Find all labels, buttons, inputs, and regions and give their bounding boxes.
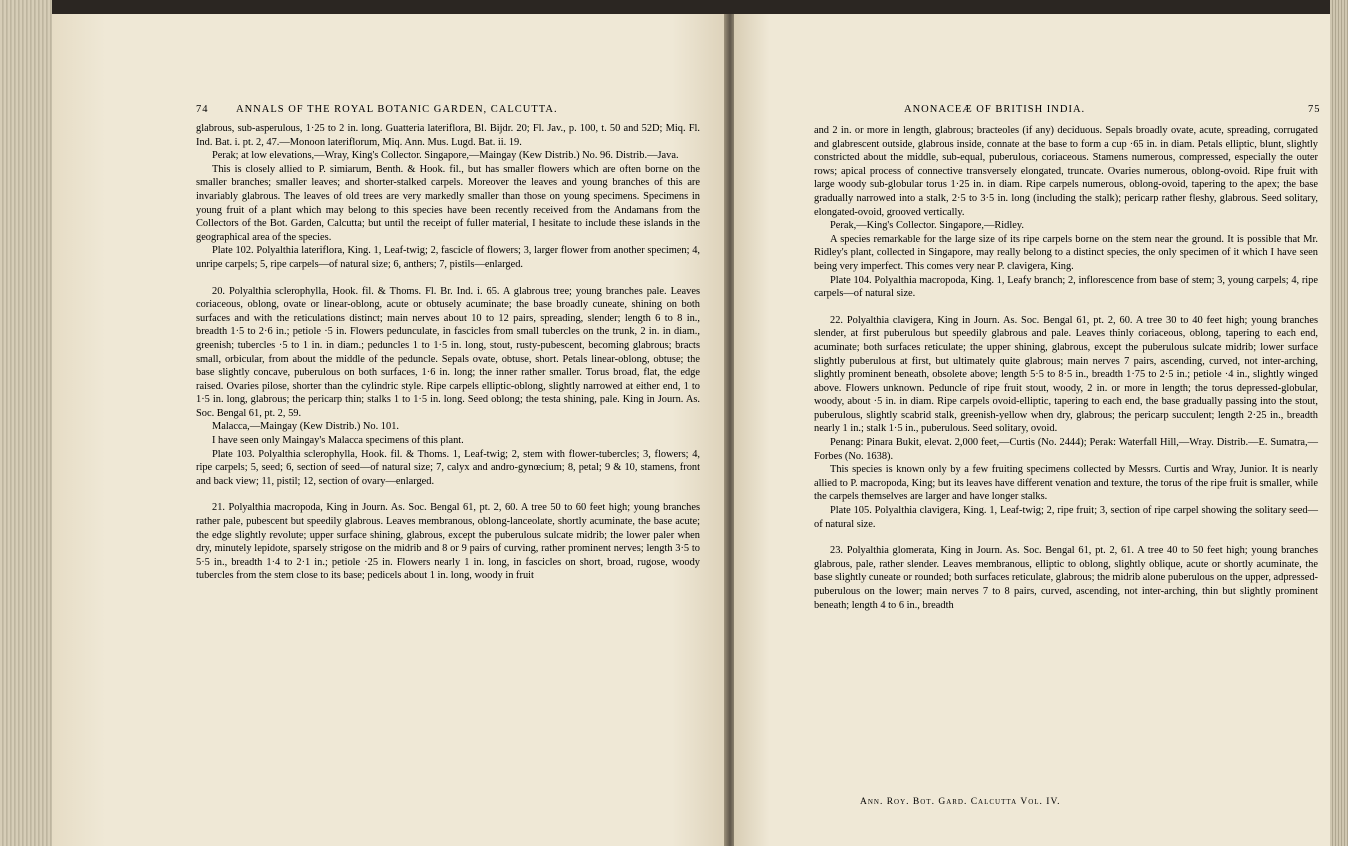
plate-caption: Plate 105. Polyalthia clavigera, King. 1, Leaf-twig; 2, ripe fruit; 3, section of ripe carpel showing the solitary seed—of natural size.: [814, 505, 1318, 530]
paragraph: A species remarkable for the large size of its ripe carpels borne on the stem near the ground. It is possible that Mr. Ridley's plant, collected in Singapore, may really belong to a distinct species, the only specimen of it which I have seen being very imperfect. This comes very near P. clavigera, King.: [814, 233, 1318, 272]
page-edges-right: [1330, 0, 1348, 846]
paragraph: This is closely allied to P. simiarum, Benth. & Hook. fil., but has smaller flowers which are often borne on the smaller branches; smaller leaves; and shorter-stalked carpels. Moreover the leaves and young branches of this are invariably glabrous. The leaves of old trees are very markedly smaller than those on young specimens. Specimens in young fruit of a plant which may belong to this species have been recently received from the Andamans from the Collectors of the Bot. Garden, Calcutta; but until the receipt of fuller material, I hesitate to include these islands in the geographical area of the species.: [196, 163, 700, 243]
paragraph: Penang: Pinara Bukit, elevat. 2,000 feet,—Curtis (No. 2444); Perak: Waterfall Hill,—Wray. Distrib.—E. Sumatra,—Forbes (No. 1638).: [814, 437, 1318, 462]
plate-caption: Plate 103. Polyalthia sclerophylla, Hook. fil. & Thoms. 1, Leaf-twig; 2, stem with flower-tubercles; 3, flowers; 4, ripe carpels; 5, seed; 6, section of seed—of natural size; 7, calyx and andro-gynœcium; 8, petal; 9 & 10, stamens, front and back view; 11, pistil; 12, section of ovary—enlarged.: [196, 448, 700, 487]
right-running-title: ANONACEÆ OF BRITISH INDIA.: [904, 104, 1086, 115]
species-entry: 21. Polyalthia macropoda, King in Journ. As. Soc. Bengal 61, pt. 2, 60. A tree 50 to 60 feet high; young branches rather pale, pubescent but speedily glabrous. Leaves membranous, oblong-lanceolate, shortly acuminate, the base acute; the edge slightly revolute; upper surface shining, glabrous, except the puberulous sulcate midrib; the lower paler when dry, minutely lepidote, sparsely strigose on the midrib and 8 or 9 pairs of curving, rather prominent nerves; length 3·5 to 5·5 in., breadth 1·4 to 2·1 in.; petiole ·25 in. Flowers nearly 1 in. long, in fascicles on short, broad, rugose, woody tubercles from the stem close to its base; pedicels about 1 in. long, woody in fruit: [196, 502, 700, 582]
left-running-title: ANNALS OF THE ROYAL BOTANIC GARDEN, CALCUTTA.: [236, 104, 558, 115]
paragraph: Perak,—King's Collector. Singapore,—Ridley.: [830, 220, 1024, 232]
left-page-number: 74: [196, 104, 209, 115]
page-footer: Ann. Roy. Bot. Gard. Calcutta Vol. IV.: [860, 797, 1061, 807]
plate-caption: Plate 104. Polyalthia macropoda, King. 1, Leafy branch; 2, inflorescence from base of stem; 3, young carpels; 4, ripe carpels—of natural size.: [814, 274, 1318, 300]
paragraph: Perak; at low elevations,—Wray, King's Collector. Singapore,—Maingay (Kew Distrib.) No. 96. Distrib.—Java.: [212, 150, 679, 162]
paragraph: and 2 in. or more in length, glabrous; bracteoles (if any) deciduous. Sepals broadly ovate, acute, spreading, corrugated and glabrescent outside, glabrous inside, connate at the base to form a cup ·65 in. in diam. Petals elliptic, blunt, slightly constricted about the middle, sub-equal, puberulous, coriaceous. Stamens numerous, compressed, especially the outer rows; apical process of connective transversely elongated, truncate. Ovaries numerous, oblong-ovoid. Ripe fruit with large woody sub-globular torus 1·25 in. in diam. Ripe carpels numerous, oblong-ovoid, tapering to the apex; the base gradually narrowed into a stalk, 2·5 to 3·5 in. long (including the stalk); pericarp rather fleshy, glabrous. Seed solitary, elongated-ovoid, grooved vertically.: [814, 125, 1318, 218]
page-edges-left: [0, 0, 52, 846]
plate-caption: Plate 102. Polyalthia lateriflora, King. 1, Leaf-twig; 2, fascicle of flowers; 3, larger flower from another specimen; 4, unripe carpels; 5, ripe carpels—of natural size; 6, anthers; 7, pistils—enlarged.: [196, 245, 700, 270]
paragraph: Malacca,—Maingay (Kew Distrib.) No. 101.: [212, 421, 399, 433]
paragraph: glabrous, sub-asperulous, 1·25 to 2 in. long. Guatteria lateriflora, Bl. Bijdr. 20; Fl. Jav., p. 100, t. 50 and 52D; Miq. Fl. Ind. Bat. i. pt. 2, 47.—Monoon lateriflorum, Miq. Ann. Mus. Lugd. Bat. ii. 19.: [196, 123, 700, 148]
left-text-column: [196, 122, 700, 583]
paragraph: I have seen only Maingay's Malacca specimens of this plant.: [212, 435, 464, 447]
species-entry: 23. Polyalthia glomerata, King in Journ. As. Soc. Bengal 61, pt. 2, 61. A tree 40 to 50 feet high; young branches glabrous, pale, rather slender. Leaves membranous, elliptic to oblong, slightly oblique, acute or shortly acuminate, the base slightly cuneate or rounded; both surfaces reticulate, glabrous; the midrib alone puberulous on the upper, adpressed-puberulous on the lower; main nerves 7 to 8 pairs, curved, ascending, not inter-arching, thin but slightly prominent beneath; length 4 to 6 in., breadth: [814, 545, 1318, 611]
paragraph: This species is known only by a few fruiting specimens collected by Messrs. Curtis and Wray, Junior. It is nearly allied to P. macropoda, King; but its leaves have different venation and texture, the torus of the ripe fruit is smaller, while the carpels themselves are larger and have longer stalks.: [814, 464, 1318, 503]
right-text-column: [814, 124, 1318, 612]
species-entry: 20. Polyalthia sclerophylla, Hook. fil. & Thoms. Fl. Br. Ind. i. 65. A glabrous tree; young branches pale. Leaves coriaceous, oblong, ovate or linear-oblong, acute or obtusely acuminate; the base broadly cuneate, shining on both surfaces and with the reticulations distinct; main nerves about 10 to 12 pairs, spreading, slender; length 6 to 8 in., breadth 1·5 to 2·6 in.; petiole ·5 in. Flowers pedunculate, in fascicles from small tubercles on the trunk, 2 in. in diam., greenish; tubercles ·5 to 1 in. in diam.; peduncles 1 to 1·5 in. long, stout, rusty-pubescent, becoming glabrous; bracts small, orbicular, from about the middle of the peduncle. Sepals ovate, obtuse, short. Petals linear-oblong, obtuse; the base slightly concave, puberulous on both surfaces, 1·6 in. long; the inner rather smaller. Torus broad, flat, the edge raised. Ovaries pilose, shorter than the cylindric style. Ripe carpels elliptic-oblong, slightly narrowed at either end, 1 to 1·5 in. long, glabrous; the pericarp thin; stalks 1 to 1·5 in. long. Seed oblong; the testa shining, pale. King in Journ. As. Soc. Bengal 61, pt. 2, 59.: [196, 285, 700, 419]
species-entry: 22. Polyalthia clavigera, King in Journ. As. Soc. Bengal 61, pt. 2, 60. A tree 30 to 40 feet high; young branches slender, at first puberulous but speedily glabrous and pale. Leaves thinly coriaceous, oblong, tapering to each end, acuminate; both surfaces reticulate; the upper shining, glabrous, except the puberulous sulcate midrib; lower surface slightly puberulous at first, but ultimately quite glabrous; main nerves 7 pairs, ascending, curved, not inter-arching, slightly prominent beneath, obsolete above; length 5·5 to 8·5 in., breadth 1·75 to 2·5 in.; petiole ·4 in., slightly winged above. Flowers unknown. Peduncle of ripe fruit stout, woody, 2 in. or more in length; the torus depressed-globular, woody, about ·5 in. in diam. Ripe carpels ovoid-elliptic, tapering to each end, the base gradually passing into the stout, puberulous, slightly scabrid stalk, greenish-yellow when dry, glabrous; the pericarp succulent; length 2·25 in., breadth nearly 1 in.; stalk 1·5 in., puberulous. Seed solitary, ovoid.: [814, 314, 1318, 435]
right-page-number: 75: [1308, 104, 1321, 115]
